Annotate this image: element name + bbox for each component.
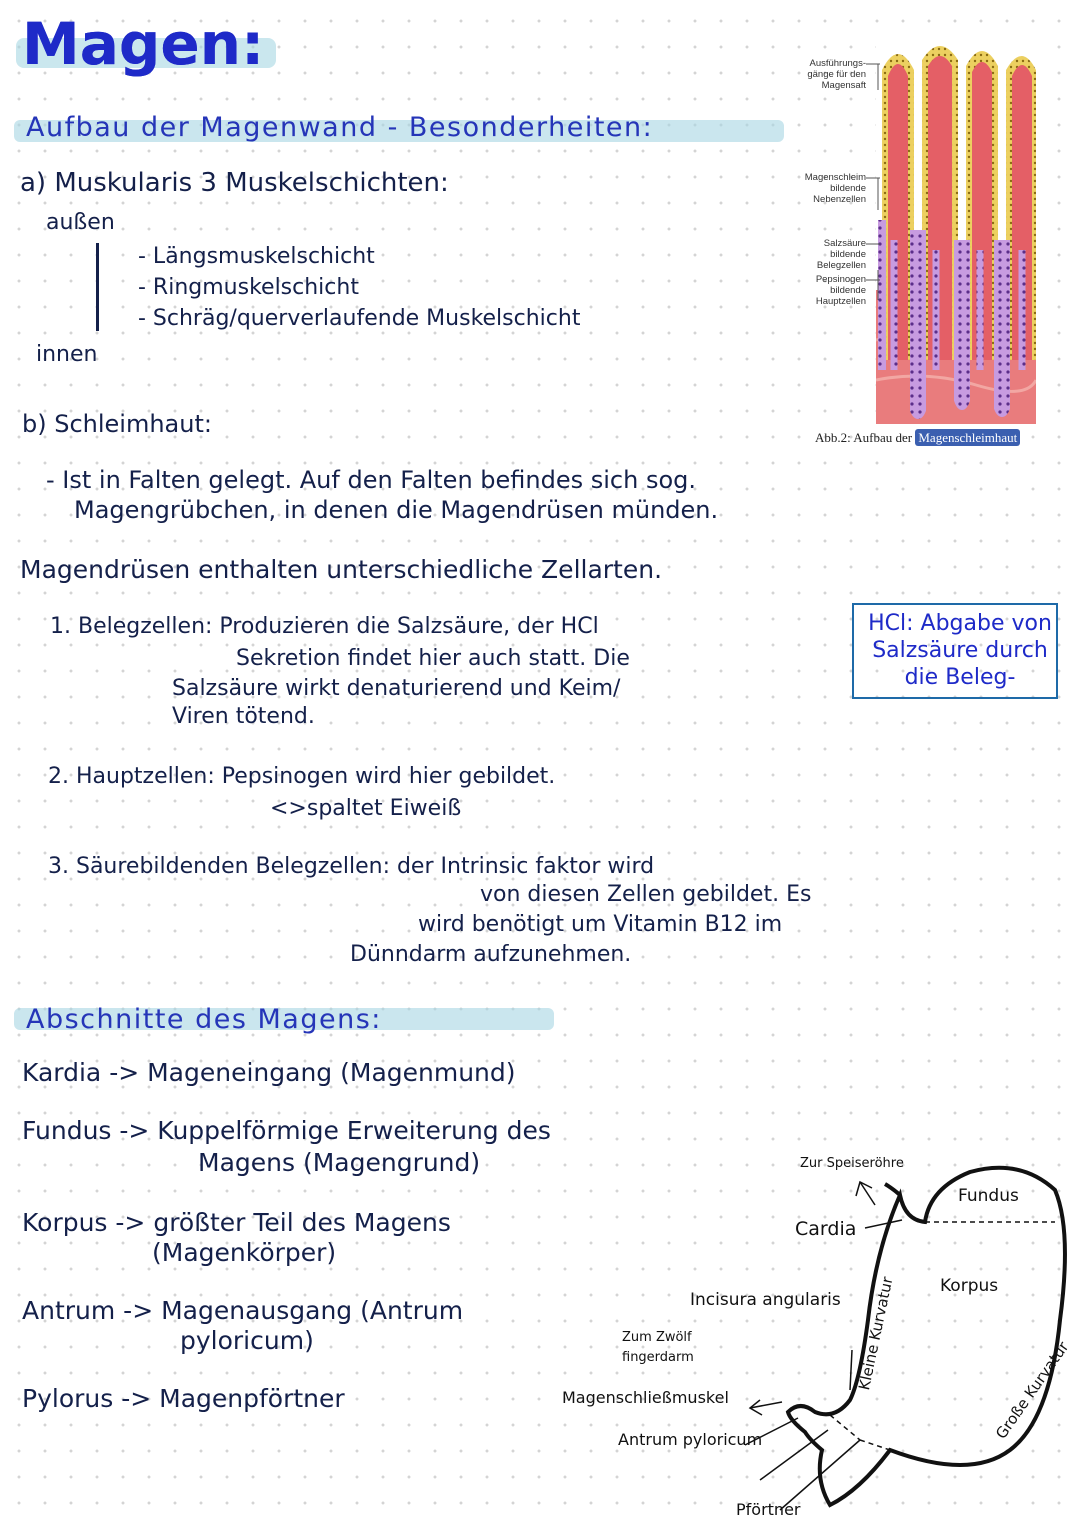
- page-title: [22, 10, 264, 78]
- stomach-label-schliessmuskel: Magenschließmuskel: [562, 1388, 729, 1407]
- stomach-label-cardia: Cardia: [795, 1218, 857, 1240]
- section-item-sub: (Magenkörper): [152, 1238, 337, 1267]
- section-item: Antrum -> Magenausgang (Antrum: [22, 1296, 464, 1325]
- stomach-label-pfoertner: Pförtner: [736, 1500, 801, 1519]
- mucosa-svg: [876, 40, 1036, 424]
- stomach-label-korpus: Korpus: [940, 1276, 999, 1296]
- stomach-label-antrum: Antrum pyloricum: [618, 1430, 763, 1449]
- section-item: Fundus -> Kuppelförmige Erweiterung des: [22, 1116, 551, 1145]
- cell-text: von diesen Zellen gebildet. Es: [480, 882, 812, 907]
- mucosa-illustration: [876, 40, 1036, 424]
- cell-text: Sekretion findet hier auch statt. Die: [236, 646, 630, 671]
- cell-text: 1. Belegzellen: Produzieren die Salzsäure, der HCl: [50, 614, 599, 639]
- cell-text: wird benötigt um Vitamin B12 im: [418, 912, 783, 937]
- caption-highlight: Magenschleimhaut: [915, 429, 1020, 446]
- cell-text: 2. Hauptzellen: Pepsinogen wird hier gebildet.: [48, 764, 556, 789]
- section-heading-abschnitte: Abschnitte des Magens:: [26, 1004, 382, 1035]
- glands-intro: Magendrüsen enthalten unterschiedliche Zellarten.: [20, 555, 663, 584]
- inner-label: innen: [36, 342, 98, 367]
- layer-axis-line: [96, 243, 99, 331]
- caption-prefix: Abb.2: Aufbau der: [815, 430, 916, 445]
- stomach-label-fundus: Fundus: [958, 1186, 1019, 1206]
- stomach-label-grosse-kurvatur: Große Kurvatur: [992, 1338, 1073, 1443]
- schleimhaut-label: b) Schleimhaut:: [22, 410, 212, 438]
- section-item: Kardia -> Mageneingang (Magenmund): [22, 1058, 516, 1087]
- figure-label-leaders: [866, 60, 880, 310]
- muskularis-label: a) Muskularis 3 Muskelschichten:: [20, 168, 449, 198]
- section-heading-aufbau: Aufbau der Magenwand - Besonderheiten:: [26, 112, 654, 143]
- schleimhaut-text: Magengrübchen, in denen die Magendrüsen münden.: [74, 496, 719, 524]
- figure-label: Ausführungs- gänge für den Magensaft: [807, 58, 866, 91]
- hcl-note-text: HCl: Abgabe von Salzsäure durch die Beleg-: [868, 611, 1052, 690]
- figure-label: Magenschleim bildende Nebenzellen: [804, 172, 866, 205]
- layer-item: - Ringmuskelschicht: [138, 275, 359, 300]
- figure-label: Pepsinogen bildende Hauptzellen: [815, 274, 866, 307]
- outer-label: außen: [46, 210, 115, 235]
- stomach-label-speiseroehre: Zur Speiseröhre: [800, 1156, 904, 1171]
- figure-label: Salzsäure bildende Belegzellen: [816, 238, 866, 271]
- section-item: Pylorus -> Magenpförtner: [22, 1384, 345, 1413]
- layer-item: - Schräg/querverlaufende Muskelschicht: [138, 306, 581, 331]
- section-item-sub: pyloricum): [180, 1326, 314, 1355]
- cell-text: <>spaltet Eiweiß: [270, 796, 462, 821]
- stomach-label-zwoelf: Zum Zwölf: [622, 1330, 692, 1345]
- cell-text: Dünndarm aufzunehmen.: [350, 942, 632, 967]
- title-text: Magen:: [22, 10, 265, 78]
- stomach-label-fingerdarm: fingerdarm: [622, 1350, 694, 1365]
- section-item: Korpus -> größter Teil des Magens: [22, 1208, 451, 1237]
- cell-text: Salzsäure wirkt denaturierend und Keim/: [172, 676, 621, 701]
- cell-text: Viren tötend.: [172, 704, 315, 729]
- schleimhaut-text: - Ist in Falten gelegt. Auf den Falten befindes sich sog.: [46, 466, 697, 494]
- layer-item: - Längsmuskelschicht: [138, 244, 375, 269]
- section-item-sub: Magens (Magengrund): [198, 1148, 481, 1177]
- stomach-label-incisura: Incisura angularis: [690, 1290, 841, 1310]
- figure-caption: [815, 430, 1020, 446]
- cell-text: 3. Säurebildenden Belegzellen: der Intrinsic faktor wird: [48, 854, 655, 879]
- stomach-label-kleine-kurvatur: Kleine Kurvatur: [855, 1275, 897, 1392]
